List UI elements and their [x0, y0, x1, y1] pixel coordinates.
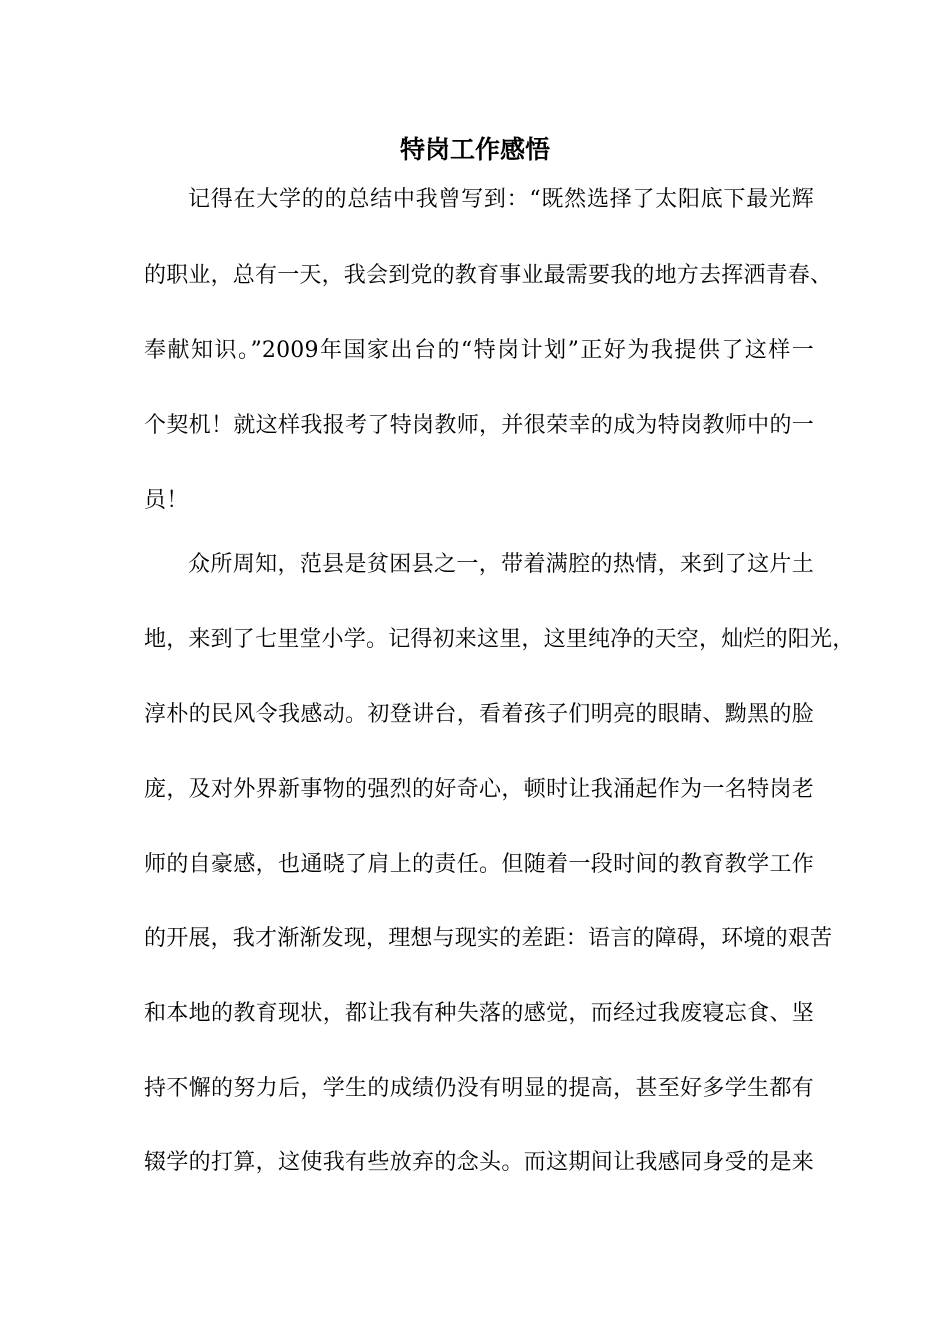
paragraph-1-line-3: 奉献知识。”2009年国家出台的“特岗计划”正好为我提供了这样一 [144, 338, 814, 363]
paragraph-1-line-5: 员！ [144, 488, 189, 513]
paragraph-2-line-2: 地，来到了七里堂小学。记得初来这里，这里纯净的天空，灿烂的阳光， [144, 627, 855, 652]
document-title: 特岗工作感悟 [399, 135, 550, 164]
paragraph-2-line-4: 庞，及对外界新事物的强烈的好奇心，顿时让我涌起作为一名特岗老 [144, 777, 814, 802]
paragraph-1-line-4: 个契机！就这样我报考了特岗教师，并很荣幸的成为特岗教师中的一 [144, 413, 814, 438]
paragraph-2-line-1: 众所周知，范县是贫困县之一，带着满腔的热情，来到了这片土 [188, 552, 814, 577]
paragraph-2-line-8: 持不懈的努力后，学生的成绩仍没有明显的提高，甚至好多学生都有 [144, 1076, 814, 1101]
paragraph-2-line-5: 师的自豪感，也通晓了肩上的责任。但随着一段时间的教育教学工作 [144, 852, 814, 877]
paragraph-2-line-3: 淳朴的民风令我感动。初登讲台，看着孩子们明亮的眼睛、黝黑的脸 [144, 702, 814, 727]
paragraph-1-line-1: 记得在大学的的总结中我曾写到：“既然选择了太阳底下最光辉 [188, 187, 814, 212]
paragraph-2-line-7: 和本地的教育现状，都让我有种失落的感觉，而经过我废寝忘食、坚 [144, 1001, 814, 1026]
paragraph-2-line-6: 的开展，我才渐渐发现，理想与现实的差距：语言的障碍，环境的艰苦 [144, 926, 833, 951]
paragraph-2-line-9: 辍学的打算，这使我有些放弃的念头。而这期间让我感同身受的是来 [144, 1150, 814, 1175]
paragraph-1-line-2: 的职业，总有一天，我会到党的教育事业最需要我的地方去挥洒青春、 [144, 263, 833, 288]
